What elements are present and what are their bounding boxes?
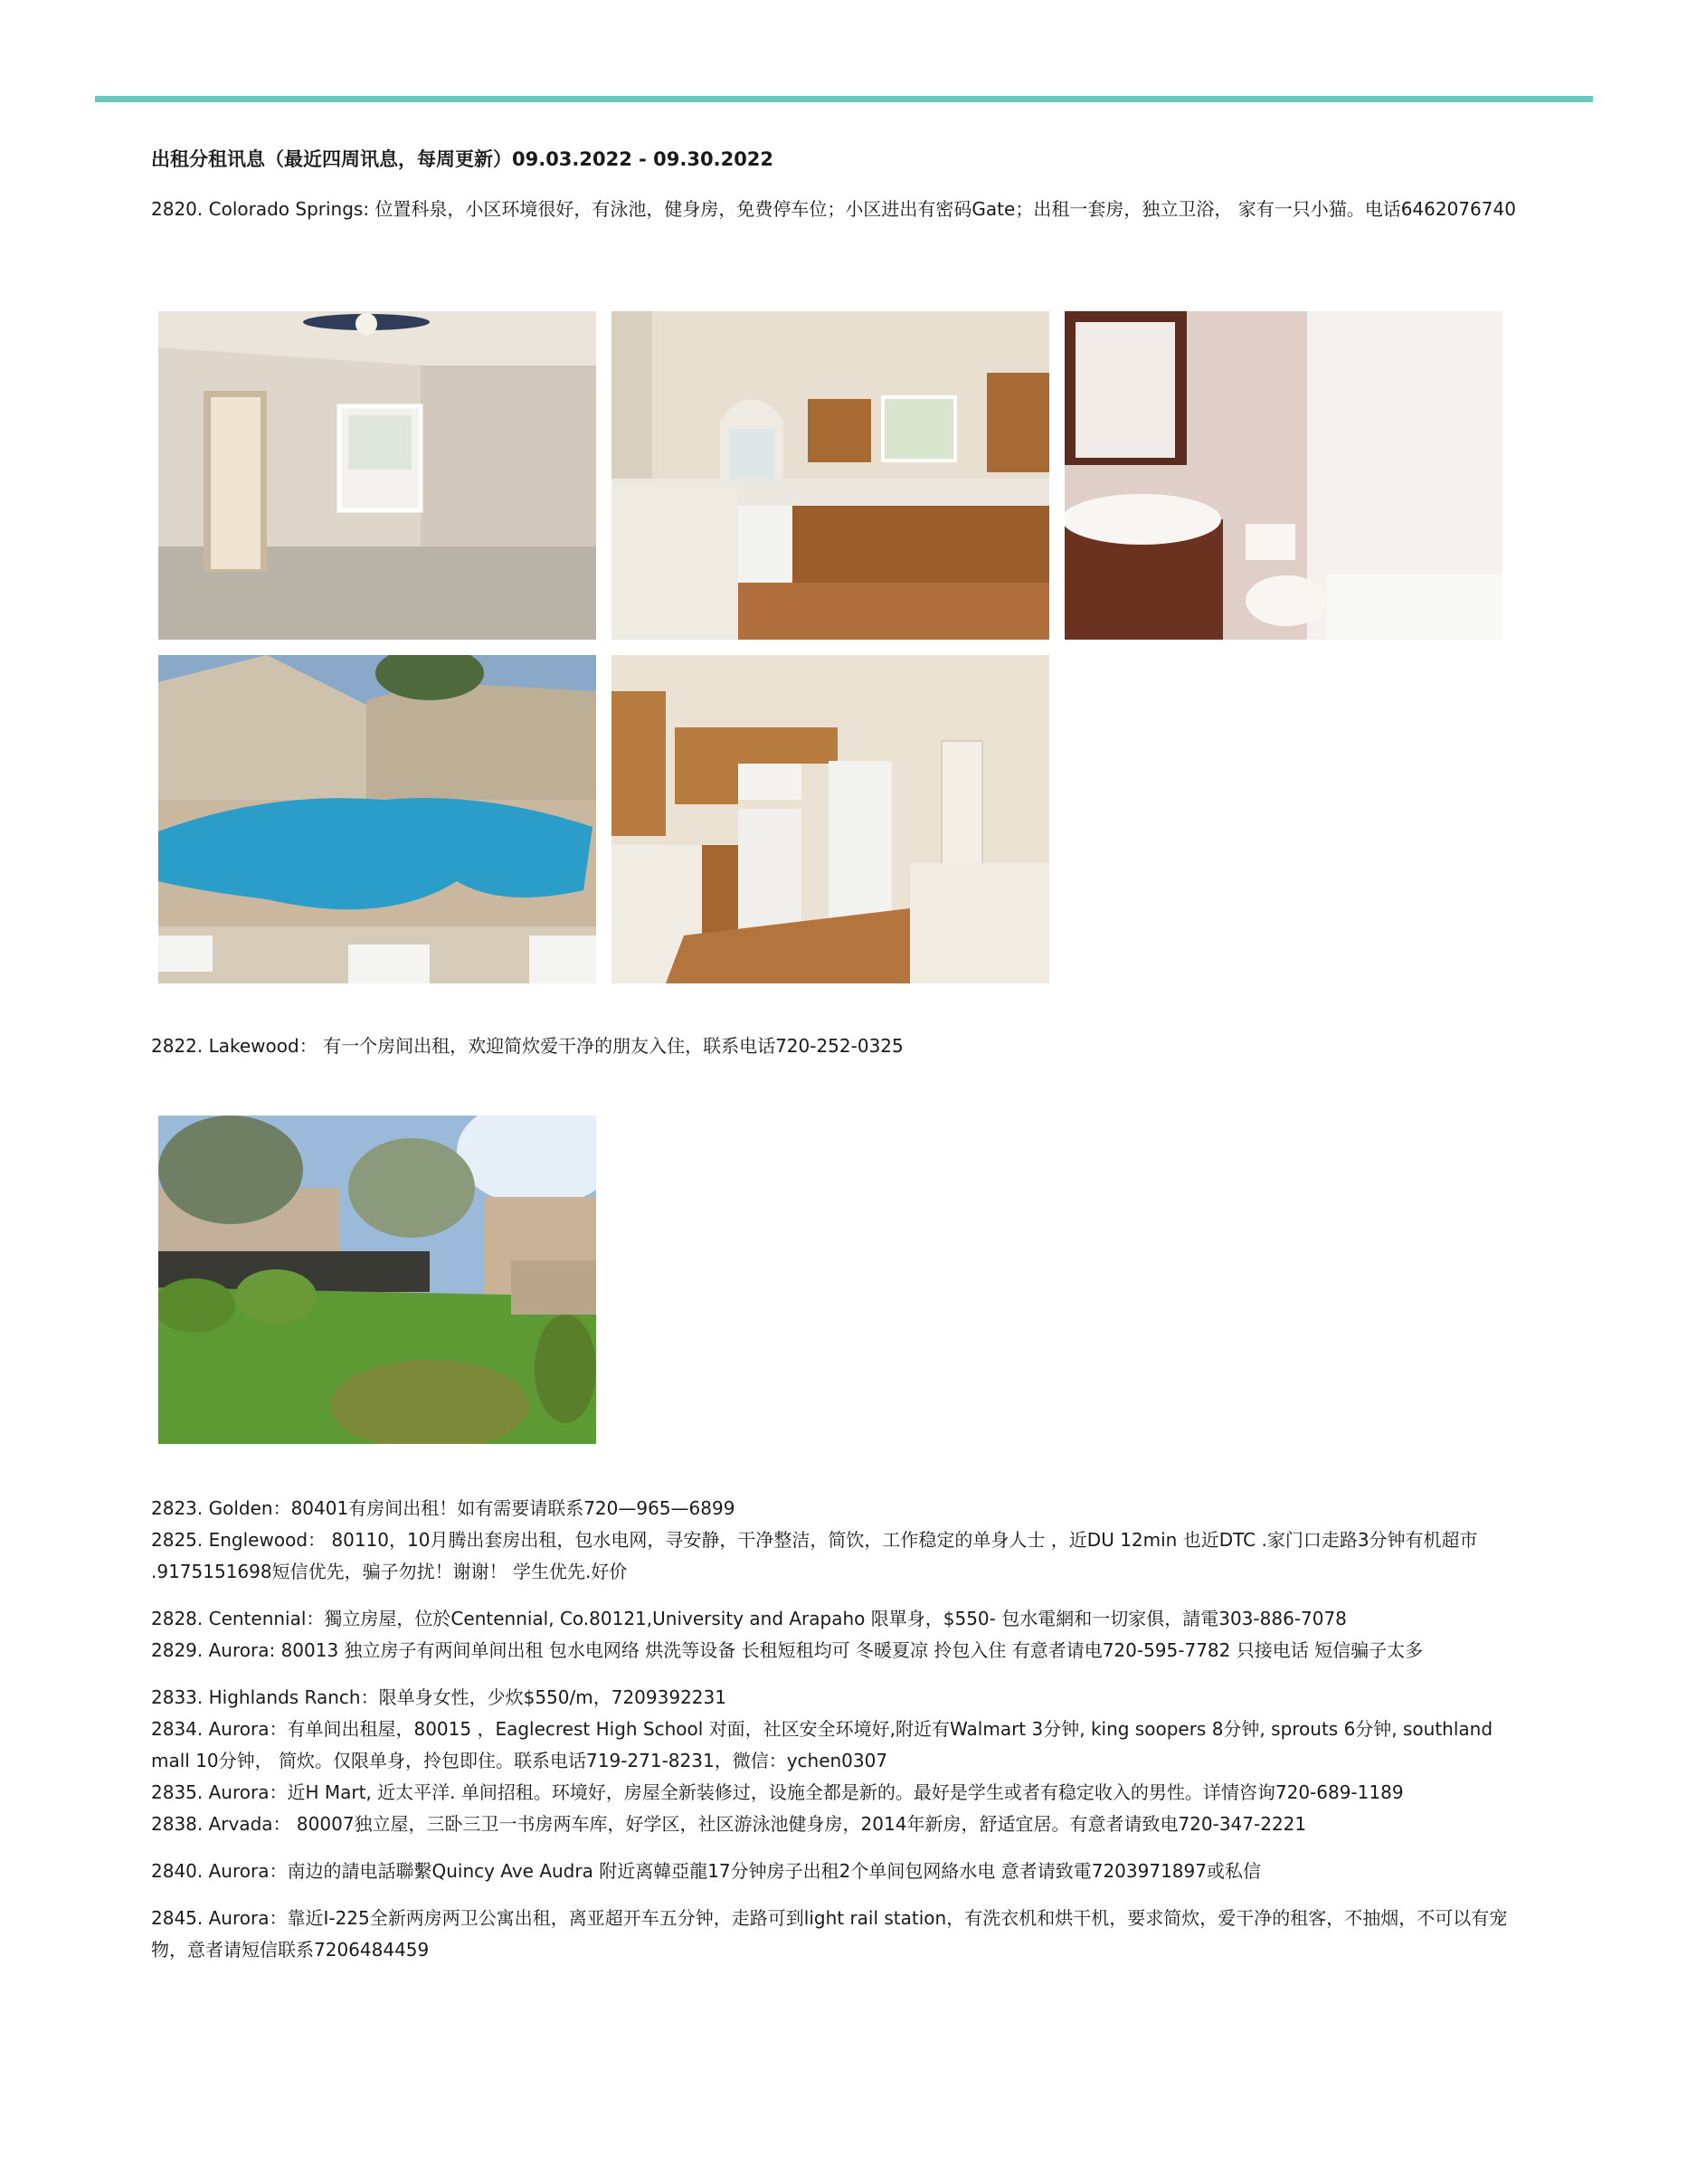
top-accent-rule	[95, 96, 1593, 102]
bathroom-photo	[1065, 311, 1502, 640]
listing-2823: 2823. Golden：80401有房间出租！如有需要请联系720—965—6899	[151, 1497, 735, 1519]
listing-2822: 2822. Lakewood： 有一个房间出租，欢迎简炊爱干净的朋友入住，联系电话720-252-0325	[151, 1035, 904, 1057]
kitchen-appliances-photo	[611, 655, 1049, 983]
listing-2820: 2820. Colorado Springs: 位置科泉，小区环境很好，有泳池，健身房，免费停车位；小区进出有密码Gate；出租一套房，独立卫浴， 家有一只小猫。电话6462076740	[151, 198, 1516, 220]
listing-2845: 2845. Aurora：靠近I-225全新两房两卫公寓出租，离亚超开车五分钟，走路可到light rail station，有洗衣机和烘干机，要求简炊，爱干净的租客，不抽烟，不可以有宠物，意者请短信联系7206484459	[151, 1907, 1508, 1961]
listing-2835: 2835. Aurora：近H Mart, 近太平洋. 单间招租。环境好，房屋全新装修过，设施全都是新的。最好是学生或者有稳定收入的男性。详情咨询720-689-1189	[151, 1781, 1404, 1803]
listing-2833: 2833. Highlands Ranch：限单身女性，少炊$550/m，7209392231	[151, 1686, 726, 1708]
garden-photo	[158, 1116, 596, 1444]
listing-2840: 2840. Aurora：南边的請电話聯繫Quincy Ave Audra 附近离韓亞龍17分钟房子出租2个单间包网絡水电 意者请致電7203971897或私信	[151, 1860, 1261, 1882]
page-heading: 出租分租讯息（最近四周讯息，每周更新）09.03.2022 - 09.30.2022	[151, 148, 774, 170]
listing-2838: 2838. Arvada： 80007独立屋，三卧三卫一书房两车库，好学区，社区游泳池健身房，2014年新房，舒适宜居。有意者请致电720-347-2221	[151, 1813, 1307, 1835]
listing-section-bottom	[151, 1493, 1526, 1966]
listing-2828: 2828. Centennial：獨立房屋，位於Centennial, Co.80121,University and Arapaho 限單身，$550- 包水電網和一切家俱，請電303-886-7078	[151, 1608, 1347, 1629]
listing-2834: 2834. Aurora：有单间出租屋，80015 ，Eaglecrest High School 对面，社区安全环境好,附近有Walmart 3分钟, king soopers 8分钟, sprouts 6分钟, southland mall 10分钟， 简炊。仅限单身，拎包即住。联系电话719-271-8231，微信：ychen0307	[151, 1718, 1493, 1771]
bedroom-photo	[158, 311, 596, 640]
listing-section-middle	[151, 1030, 1526, 1062]
kitchen-photo	[611, 311, 1049, 640]
listing-2825: 2825. Englewood： 80110，10月腾出套房出租，包水电网，寻安静，干净整洁，简饮，工作稳定的单身人士 ，近DU 12min 也近DTC .家门口走路3分钟有机超市 .9175151698短信优先，骗子勿扰！谢谢！ 学生优先.好价	[151, 1529, 1478, 1582]
listing-2829: 2829. Aurora: 80013 独立房子有两间单间出租 包水电网络 烘洗等设备 长租短租均可 冬暖夏凉 拎包入住 有意者请电720-595-7782 只接电话 短信骗子太多	[151, 1639, 1424, 1661]
listing-section-top	[151, 145, 1526, 225]
pool-photo	[158, 655, 596, 983]
